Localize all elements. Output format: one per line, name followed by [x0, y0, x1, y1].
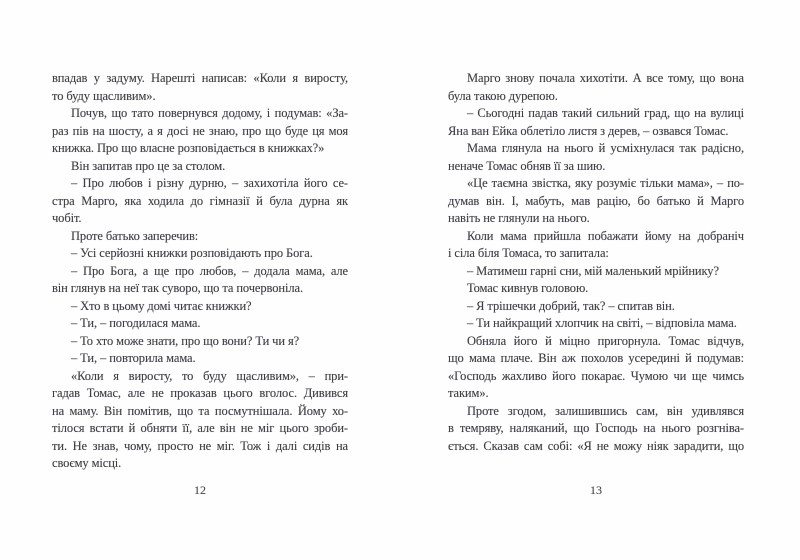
- text-line: Марго знову почала хихотіти. А все тому, що вона: [467, 71, 744, 85]
- text-line: ти. Не знав, чому, просто не міг. Тож і далі сидів на: [52, 438, 348, 453]
- text-line: стра Марго, яка ходила до гімназії й була дурна як: [52, 193, 348, 208]
- text-line: – Я трішечки добрий, так? – спитав він.: [467, 298, 675, 313]
- text-line: навіть не глянули на нього.: [448, 211, 590, 225]
- text-line: що мама плаче. Він аж похолов усередині й подумав:: [448, 351, 744, 365]
- text-line: «Це таємна звістка, яку розуміє тільки мама», – по-: [467, 176, 744, 190]
- text-line: «Коли я виросту, то буду щасливим», – при-: [71, 368, 348, 383]
- text-line: – Хто в цьому домі читає книжки?: [71, 298, 252, 313]
- text-line: ється. Сказав сам собі: «Я не можу ніяк зарадити, що: [448, 438, 744, 453]
- text-line: – Усі серйозні книжки розповідають про Бога.: [71, 246, 313, 260]
- page-number-left: 12: [194, 483, 206, 497]
- text-line: Яна ван Ейка облетіло листя з дерев, – озвався Томас.: [448, 123, 729, 138]
- text-line: Проте батько заперечив:: [71, 228, 199, 243]
- text-line: то буду щасливим».: [52, 88, 156, 103]
- text-line: – Матимеш гарні сни, мій маленький мрійнику?: [467, 263, 719, 278]
- text-line: впадав у задуму. Нарешті написав: «Коли я виросту,: [52, 71, 348, 85]
- page-right-text-block: [448, 70, 744, 455]
- text-line: була такою дурепою.: [448, 88, 558, 103]
- text-line: гадав Томас, але не проказав цього вголос. Дивився: [52, 386, 348, 400]
- text-line: «Господь жахливо його покарає. Чумою чи ще чимсь: [448, 368, 744, 383]
- text-line: – Ти, – повторила мама.: [71, 351, 196, 365]
- text-line: думав він. І, мабуть, мав рацію, бо батько й Марго: [448, 193, 744, 208]
- text-line: – Про любов і різну дурню, – захихотіла його се-: [71, 176, 348, 190]
- page-right: [448, 0, 744, 560]
- page-left: [52, 0, 348, 560]
- page-left-text-block: [52, 70, 348, 473]
- text-line: – Про Бога, а ще про любов, – додала мама, але: [71, 263, 348, 278]
- text-line: чобіт.: [52, 211, 82, 225]
- text-line: Мама глянула на нього й усміхнулася так радісно,: [467, 141, 744, 155]
- page-number-right: 13: [590, 483, 602, 497]
- text-line: і сіла біля Томаса, то запитала:: [448, 246, 609, 260]
- text-line: таким».: [448, 386, 489, 400]
- text-line: – Ти, – погодилася мама.: [71, 316, 201, 330]
- text-line: своєму місці.: [52, 456, 122, 470]
- text-line: Проте згодом, залишившись сам, він удивлявся: [467, 403, 744, 418]
- text-line: книжка. Про що власне розповідається в книжках?»: [52, 141, 325, 155]
- text-line: він глянув на неї так суворо, що та почервоніла.: [52, 281, 303, 295]
- text-line: неначе Томас обняв її за шию.: [448, 158, 606, 173]
- text-line: Томас кивнув головою.: [467, 281, 589, 295]
- text-line: Він запитав про це за столом.: [71, 158, 226, 173]
- text-line: в темряву, наляканий, що Господь на нього розгніва-: [448, 421, 744, 435]
- text-line: тілося встати й обняти її, але він не міг цього зроби-: [52, 421, 348, 435]
- text-line: – Ти найкращий хлопчик на світі, – відповіла мама.: [467, 316, 737, 330]
- text-line: Коли мама прийшла побажати йому на добраніч: [467, 228, 744, 243]
- text-line: Обняла його й міцно пригорнула. Томас відчув,: [467, 333, 744, 348]
- text-line: – То хто може знати, про що вони? Ти чи я?: [71, 333, 300, 348]
- text-line: раз пів на шосту, а я досі не знаю, про що буде ця моя: [52, 123, 348, 138]
- text-line: на маму. Він помітив, що та посмутнішала. Йому хо-: [52, 403, 348, 418]
- text-line: Почув, що тато повернувся додому, і подумав: «За-: [71, 106, 348, 120]
- text-line: – Сьогодні падав такий сильний град, що на вулиці: [467, 106, 744, 120]
